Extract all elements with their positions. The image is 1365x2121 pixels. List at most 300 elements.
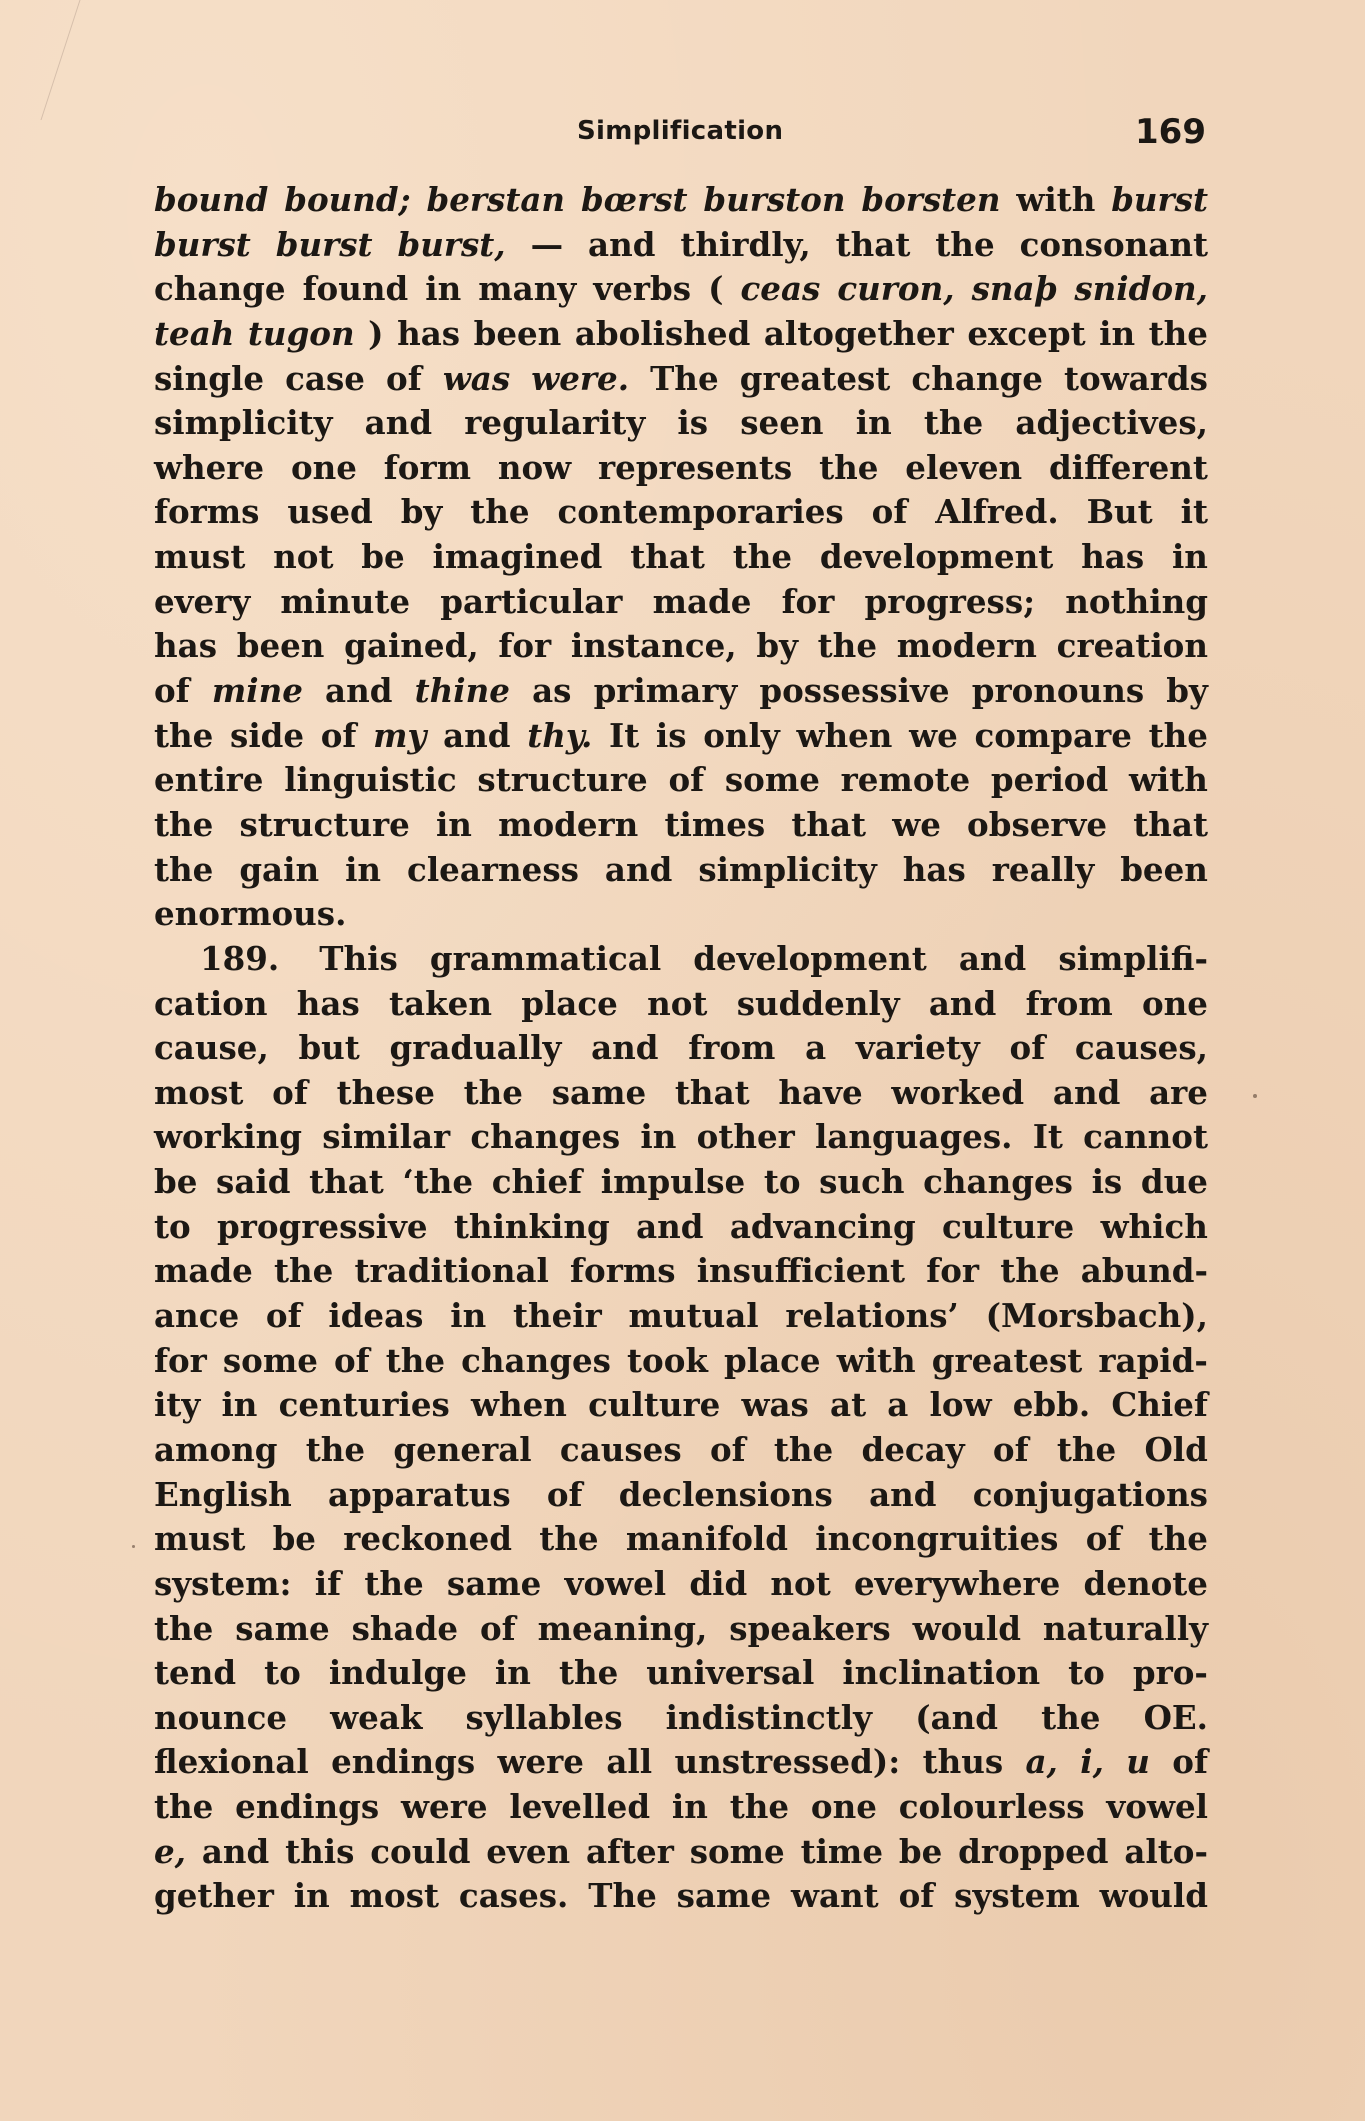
ink-speck — [132, 1545, 135, 1548]
word: compare — [974, 715, 1132, 755]
word: It — [609, 715, 640, 755]
word: the — [154, 804, 214, 844]
word: Chief — [1111, 1385, 1208, 1425]
word: ceas — [740, 269, 821, 309]
word: linguistic — [284, 760, 457, 800]
word: is — [655, 715, 687, 755]
word: forms — [570, 1251, 676, 1291]
word: indistinctly — [665, 1697, 873, 1737]
word: possessive — [759, 671, 950, 711]
word: development — [819, 537, 1054, 577]
word: and — [604, 849, 673, 889]
word: the — [819, 447, 879, 487]
word: the — [1056, 1429, 1117, 1469]
word: vowel — [1106, 1787, 1208, 1827]
word: where — [154, 447, 265, 487]
word: some — [222, 1340, 318, 1380]
ink-speck — [1253, 1094, 1257, 1098]
word: many — [478, 269, 577, 309]
word: must — [154, 537, 246, 577]
word: to — [154, 1206, 191, 1246]
word: (Morsbach), — [985, 1296, 1208, 1336]
word: to — [264, 1653, 301, 1693]
word: ) — [368, 313, 384, 353]
word: insufficient — [696, 1251, 906, 1291]
word: the — [154, 1787, 214, 1827]
word: the — [364, 1563, 424, 1603]
text-line — [154, 1160, 1208, 1205]
word: OE. — [1143, 1697, 1208, 1737]
word: causes, — [1074, 1028, 1208, 1068]
word: the — [773, 1429, 834, 1469]
word: the — [1148, 715, 1208, 755]
word: inclination — [842, 1653, 1041, 1693]
text-line — [154, 1205, 1208, 1250]
text-line — [154, 1428, 1208, 1473]
word: speakers — [729, 1608, 891, 1648]
word: remote — [840, 760, 971, 800]
word: primary — [593, 671, 738, 711]
word: Alfred. — [935, 492, 1059, 532]
word: bœrst — [580, 180, 688, 219]
word: the — [732, 537, 793, 577]
word: declensions — [618, 1474, 833, 1514]
word: — — [530, 224, 564, 264]
word: most — [154, 1072, 244, 1112]
word: denote — [1083, 1563, 1208, 1603]
word: the — [274, 1251, 334, 1291]
text-line — [154, 1517, 1208, 1562]
word: were — [401, 1787, 488, 1827]
word: the — [935, 224, 995, 264]
word: of — [1085, 1519, 1122, 1559]
word: of — [479, 1608, 516, 1648]
word: ideas — [328, 1296, 424, 1336]
text-line — [154, 178, 1208, 223]
word: of — [386, 358, 422, 398]
word: greatest — [931, 1340, 1083, 1380]
word: has — [902, 849, 966, 889]
word: said — [216, 1162, 291, 1202]
word: towards — [1064, 358, 1208, 398]
word: gether — [154, 1876, 274, 1916]
word: working — [154, 1117, 302, 1157]
word: the — [470, 492, 530, 532]
word: simplicity — [698, 849, 877, 889]
word: unstressed): — [674, 1742, 901, 1782]
word: thirdly, — [680, 224, 811, 264]
word: other — [696, 1117, 795, 1157]
word: causes — [559, 1429, 682, 1469]
word: that — [630, 537, 705, 577]
word: took — [627, 1340, 708, 1380]
word: worked — [891, 1072, 1025, 1112]
word: want — [791, 1876, 879, 1916]
word: general — [393, 1429, 532, 1469]
word: and — [958, 938, 1027, 978]
page-crease — [41, 0, 141, 120]
word: of — [333, 1340, 370, 1380]
word: snidon, — [1074, 269, 1208, 309]
word: the — [1041, 1697, 1101, 1737]
text-line — [154, 1651, 1208, 1696]
word: impulse — [600, 1162, 746, 1202]
word: of — [320, 715, 357, 755]
word: were — [497, 1742, 584, 1782]
text-line — [154, 848, 1208, 893]
word: greatest — [739, 358, 891, 398]
word: thinking — [453, 1206, 610, 1246]
word: culture — [942, 1206, 1075, 1246]
word: times — [664, 804, 766, 844]
word: traditional — [354, 1251, 549, 1291]
word: of — [871, 492, 908, 532]
word: is — [1091, 1162, 1123, 1202]
word: my — [373, 715, 427, 755]
word: creation — [1056, 626, 1208, 666]
word: the — [729, 1787, 790, 1827]
word: shade — [351, 1608, 459, 1648]
word: instance, — [570, 626, 737, 666]
word: burst — [1111, 180, 1208, 219]
word: of — [154, 671, 190, 711]
word: of — [1172, 1742, 1208, 1782]
word: modern — [896, 626, 1037, 666]
word: English — [154, 1474, 292, 1514]
section-number: 189. — [200, 938, 280, 978]
word: place — [521, 983, 618, 1023]
word: progress; — [864, 581, 1036, 621]
word: taken — [389, 983, 492, 1023]
word: simplifi- — [1058, 938, 1208, 978]
word: contemporaries — [557, 492, 844, 532]
text-line — [154, 892, 1208, 937]
word: single — [154, 358, 265, 398]
word: different — [1049, 447, 1208, 487]
word: be — [154, 1162, 198, 1202]
word: these — [336, 1072, 435, 1112]
word: berstan — [426, 180, 566, 219]
text-line — [154, 490, 1208, 535]
word: a, — [1025, 1742, 1058, 1782]
word: to — [763, 1162, 801, 1202]
word: the — [463, 1072, 523, 1112]
word: bound — [154, 180, 269, 219]
word: development — [693, 938, 927, 978]
word: syllables — [465, 1697, 623, 1737]
text-line — [154, 401, 1208, 446]
word: same — [551, 1072, 647, 1112]
word: forms — [154, 492, 260, 532]
word: the — [817, 626, 877, 666]
word: for — [926, 1251, 980, 1291]
word: cation — [154, 983, 268, 1023]
word: were. — [531, 358, 630, 398]
word: and — [1052, 1072, 1121, 1112]
word: in — [855, 403, 892, 443]
word: burston — [703, 180, 846, 219]
word: ebb. — [1012, 1385, 1091, 1425]
word: grammatical — [429, 938, 662, 978]
word: teah — [154, 313, 235, 353]
word: place — [724, 1340, 821, 1380]
word: in — [671, 1787, 708, 1827]
word: snaþ — [971, 269, 1058, 309]
word: The — [650, 358, 719, 398]
word: e, — [154, 1831, 186, 1871]
text-line — [154, 803, 1208, 848]
word: burst — [275, 224, 373, 264]
word: observe — [967, 804, 1108, 844]
word: has — [397, 313, 461, 353]
word: that — [674, 1072, 750, 1112]
word: from — [1025, 983, 1113, 1023]
text-line — [154, 1294, 1208, 1339]
word: low — [929, 1385, 992, 1425]
word: ‘the — [402, 1162, 474, 1202]
word: for — [781, 581, 835, 621]
word: suddenly — [736, 983, 900, 1023]
word: progressive — [217, 1206, 428, 1246]
word: and — [869, 1474, 937, 1514]
word: changes — [923, 1162, 1073, 1202]
word: as — [532, 671, 572, 711]
word: have — [778, 1072, 863, 1112]
word: the — [154, 1608, 214, 1648]
word: the — [154, 849, 214, 889]
word: and — [591, 1028, 659, 1068]
word: not — [273, 537, 334, 577]
word: by — [400, 492, 443, 532]
word: adjectives, — [1015, 403, 1208, 443]
word: Old — [1144, 1429, 1208, 1469]
text-line — [154, 580, 1208, 625]
word: gain — [239, 849, 320, 889]
word: of — [1009, 1028, 1046, 1068]
word: borsten — [861, 180, 1001, 219]
word: curon, — [837, 269, 955, 309]
text-line — [154, 446, 1208, 491]
word: change — [911, 358, 1043, 398]
word: abund- — [1080, 1251, 1208, 1291]
word: modern — [498, 804, 639, 844]
text-line — [154, 1071, 1208, 1116]
word: among — [154, 1429, 278, 1469]
word: dropped — [958, 1831, 1109, 1871]
text-line — [154, 1830, 1208, 1875]
word: ( — [708, 269, 724, 309]
word: would — [1099, 1876, 1208, 1916]
word: The — [588, 1876, 657, 1916]
text-line — [154, 1473, 1208, 1518]
word: the — [305, 1429, 366, 1469]
word: the — [1148, 313, 1208, 353]
word: nothing — [1065, 581, 1208, 621]
word: this — [285, 1831, 355, 1871]
word: decay — [861, 1429, 965, 1469]
text-line — [154, 624, 1208, 669]
word: nounce — [154, 1697, 288, 1737]
word: we — [892, 804, 941, 844]
word: with — [836, 1340, 916, 1380]
word: and — [443, 715, 511, 755]
word: has — [1081, 537, 1145, 577]
word: flexional — [154, 1742, 309, 1782]
word: in — [450, 1296, 487, 1336]
word: variety — [855, 1028, 980, 1068]
word: in — [494, 1653, 531, 1693]
word: indulge — [328, 1653, 467, 1693]
word: gradually — [389, 1028, 562, 1068]
word: universal — [646, 1653, 815, 1693]
word: in — [293, 1876, 330, 1916]
word: thine — [414, 671, 510, 711]
word: be — [361, 537, 405, 577]
word: at — [830, 1385, 867, 1425]
word: in — [435, 804, 472, 844]
word: must — [154, 1519, 246, 1559]
word: if — [314, 1563, 342, 1603]
word: verbs — [593, 269, 692, 309]
word: (and — [915, 1697, 998, 1737]
word: levelled — [509, 1787, 651, 1827]
word: meaning, — [537, 1608, 708, 1648]
word: when — [470, 1385, 567, 1425]
word: found — [302, 269, 409, 309]
word: cases. — [458, 1876, 569, 1916]
word: thy. — [527, 715, 593, 755]
text-line — [154, 758, 1208, 803]
word: really — [991, 849, 1095, 889]
word: the — [923, 403, 984, 443]
text-line — [154, 1740, 1208, 1785]
word: and — [364, 403, 433, 443]
word: from — [688, 1028, 776, 1068]
word: regularity — [464, 403, 646, 443]
word: and — [636, 1206, 704, 1246]
word: cause, — [154, 1028, 269, 1068]
word: except — [967, 313, 1086, 353]
word: rapid- — [1098, 1340, 1208, 1380]
word: case — [285, 358, 365, 398]
word: and — [201, 1831, 270, 1871]
word: structure — [477, 760, 648, 800]
word: which — [1100, 1206, 1208, 1246]
word: and — [928, 983, 997, 1023]
word: imagined — [432, 537, 603, 577]
word: in — [425, 269, 462, 309]
word: everywhere — [853, 1563, 1061, 1603]
word: of — [992, 1429, 1029, 1469]
text-line — [154, 937, 1208, 982]
word: similar — [322, 1117, 451, 1157]
word: due — [1140, 1162, 1208, 1202]
word: that — [309, 1162, 384, 1202]
word: in — [640, 1117, 677, 1157]
word: be — [898, 1831, 943, 1871]
word: period — [990, 760, 1109, 800]
word: made — [154, 1251, 253, 1291]
word: the — [1000, 1251, 1060, 1291]
word: system — [954, 1876, 1080, 1916]
text-line — [154, 267, 1208, 312]
word: most — [349, 1876, 440, 1916]
text-line — [154, 1874, 1208, 1919]
word: endings — [331, 1742, 476, 1782]
word: that — [791, 804, 867, 844]
word: of — [709, 1429, 746, 1469]
running-head: Simplification — [577, 116, 784, 146]
word: It — [1032, 1117, 1063, 1157]
word: that — [835, 224, 911, 264]
word: time — [800, 1831, 884, 1871]
word: eleven — [905, 447, 1023, 487]
text-line — [154, 1339, 1208, 1384]
word: change — [154, 269, 286, 309]
text-line — [154, 669, 1208, 714]
word: the — [1148, 1519, 1208, 1559]
word: one — [1142, 983, 1208, 1023]
word: for — [498, 626, 552, 666]
word: was — [741, 1385, 809, 1425]
word: mutual — [628, 1296, 759, 1336]
word: is — [677, 403, 709, 443]
word: cannot — [1083, 1117, 1208, 1157]
word: languages. — [815, 1117, 1013, 1157]
word: thus — [922, 1742, 1004, 1782]
word: when — [796, 715, 893, 755]
word: used — [287, 492, 373, 532]
page-header — [0, 112, 1365, 162]
word: bound; — [284, 180, 411, 219]
word: of — [898, 1876, 935, 1916]
word: mine — [211, 671, 303, 711]
word: of — [272, 1072, 308, 1112]
word: naturally — [1042, 1608, 1208, 1648]
word: to — [1068, 1653, 1105, 1693]
text-line — [154, 982, 1208, 1027]
text-line — [154, 1785, 1208, 1830]
word: vowel — [564, 1563, 667, 1603]
word: structure — [239, 804, 410, 844]
word: manifold — [625, 1519, 788, 1559]
word: same — [676, 1876, 772, 1916]
word: relations’ — [785, 1296, 959, 1336]
body-text — [154, 178, 1208, 1919]
text-line — [154, 1607, 1208, 1652]
word: of — [546, 1474, 583, 1514]
word: same — [446, 1563, 542, 1603]
word: the — [385, 1340, 446, 1380]
word: now — [497, 447, 572, 487]
word: by — [756, 626, 798, 666]
text-line — [154, 535, 1208, 580]
word: with — [1128, 760, 1208, 800]
word: same — [235, 1608, 330, 1648]
word: endings — [235, 1787, 380, 1827]
word: made — [652, 581, 752, 621]
word: form — [383, 447, 471, 487]
text-line — [154, 714, 1208, 759]
word: pro- — [1132, 1653, 1208, 1693]
word: with — [1016, 180, 1096, 219]
word: particular — [440, 581, 623, 621]
word: a — [805, 1028, 827, 1068]
word: could — [370, 1831, 471, 1871]
word: after — [585, 1831, 674, 1871]
word: represents — [597, 447, 793, 487]
word: was — [442, 358, 511, 398]
